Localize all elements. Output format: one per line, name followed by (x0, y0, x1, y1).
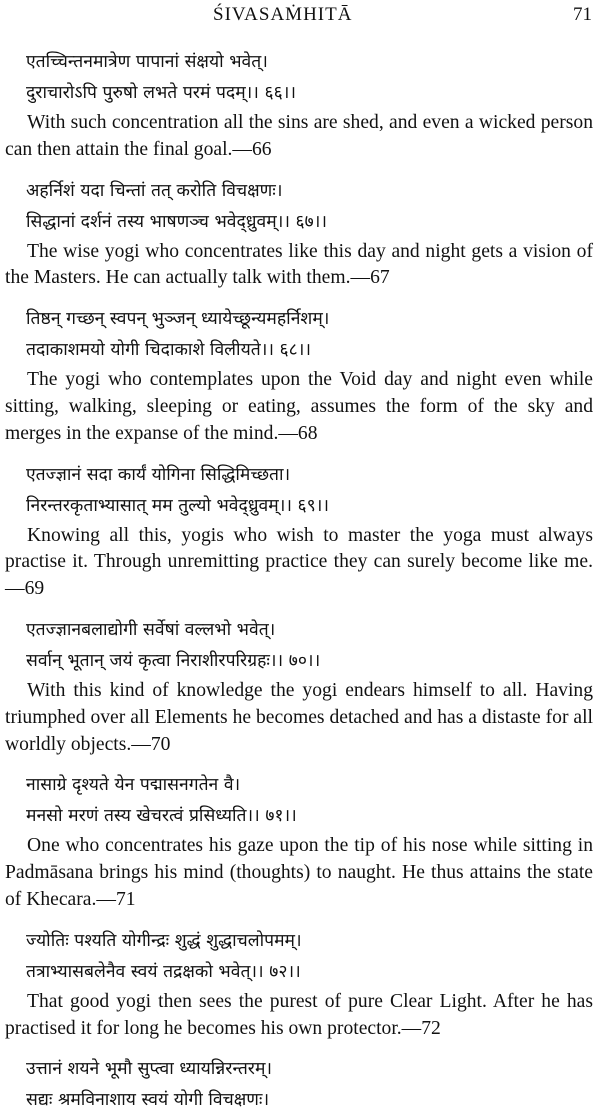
english-translation: The yogi who contemplates upon the Void day and night even while sitting, walking, sleeping or eating, assumes the form of the sky and merges in the expanse of the mind.—68 (5, 369, 593, 444)
english-translation: That good yogi then sees the purest of pure Clear Light. After he has practised it for long he becomes his own protector.—72 (5, 990, 593, 1039)
verse-line: नासाग्रे दृश्यते येन पद्मासनगतेन वै। (26, 775, 241, 796)
stanza-73 (0, 1054, 600, 1116)
sanskrit-verse (26, 770, 600, 832)
verse-line: तिष्ठन् गच्छन् स्वपन् भुञ्जन् ध्यायेच्छून्यमहर्निशम्। (26, 309, 330, 330)
verse-line: तत्राभ्यासबलेनैव स्वयं तद्रक्षको भवेत्।। ७२।। (26, 961, 301, 982)
verse-line: तदाकाशमयो योगी चिदाकाशे विलीयते।। ६८।। (26, 340, 311, 361)
verse-line: सिद्धानां दर्शनं तस्य भाषणञ्च भवेद्ध्रुवम्।। ६७।। (26, 211, 328, 232)
verse-line: एतज्ज्ञानबलाद्योगी सर्वेषां वल्लभो भवेत्। (26, 619, 276, 640)
verse-line: एतज्ज्ञानं सदा कार्यं योगिना सिद्धिमिच्छता। (26, 464, 291, 485)
stanza-68 (0, 304, 600, 447)
sanskrit-verse (26, 304, 600, 366)
verse-line: दुराचारोऽपि पुरुषो लभते परमं पदम्।। ६६।। (26, 83, 296, 103)
sanskrit-verse (26, 47, 600, 109)
sanskrit-verse (26, 615, 600, 677)
english-translation: With this kind of knowledge the yogi endears himself to all. Having triumphed over all Elements he becomes detached and has a distaste for all worldly objects.—70 (5, 679, 593, 755)
sanskrit-verse (26, 1054, 600, 1116)
running-head (0, 4, 600, 28)
verse-line: ज्योतिः पश्यति योगीन्द्रः शुद्धं शुद्धाचलोपमम्। (26, 930, 302, 951)
sanskrit-verse (26, 460, 600, 522)
verse-line: सद्यः श्रमविनाशाय स्वयं योगी विचक्षणः। (26, 1090, 270, 1111)
english-translation: The wise yogi who concentrates like this day and night gets a vision of the Masters. He can actually talk with them.—67 (5, 240, 593, 289)
english-translation: With such concentration all the sins are shed, and even a wicked person can then attain the final goal.—66 (5, 112, 593, 160)
page-number: 71 (573, 4, 592, 25)
english-translation: One who concentrates his gaze upon the tip of his nose while sitting in Padmāsana brings his mind (thoughts) to naught. He thus attains the state of Khecara.—71 (5, 835, 593, 910)
sanskrit-verse (26, 176, 600, 238)
stanza-71 (0, 770, 600, 913)
verse-line: अहर्निशं यदा चिन्तां तत् करोति विचक्षणः। (26, 180, 283, 201)
stanza-67 (0, 176, 600, 293)
stanza-70 (0, 615, 600, 758)
verse-line: एतच्चिन्तनमात्रेण पापानां संक्षयो भवेत्। (26, 52, 268, 72)
running-title: ŚIVASAṀHITĀ (213, 4, 353, 25)
stanza-69 (0, 460, 600, 603)
sanskrit-verse (26, 926, 600, 988)
verse-line: मनसो मरणं तस्य खेचरत्वं प्रसिध्यति।। ७१।। (26, 806, 297, 827)
stanza-66 (0, 47, 600, 164)
verse-line: उत्तानं शयने भूमौ सुप्त्वा ध्यायन्निरन्तरम्। (26, 1059, 273, 1080)
verse-line: निरन्तरकृताभ्यासात् मम तुल्यो भवेद्ध्रुवम्।। ६९।। (26, 495, 330, 516)
verse-line: सर्वान् भूतान् जयं कृत्वा निराशीरपरिग्रहः।। ७०।। (26, 650, 321, 671)
english-translation: Knowing all this, yogis who wish to master the yoga must always practise it. Through unremitting practice they can surely become like me.—69 (5, 524, 593, 600)
page-content (0, 47, 600, 1116)
